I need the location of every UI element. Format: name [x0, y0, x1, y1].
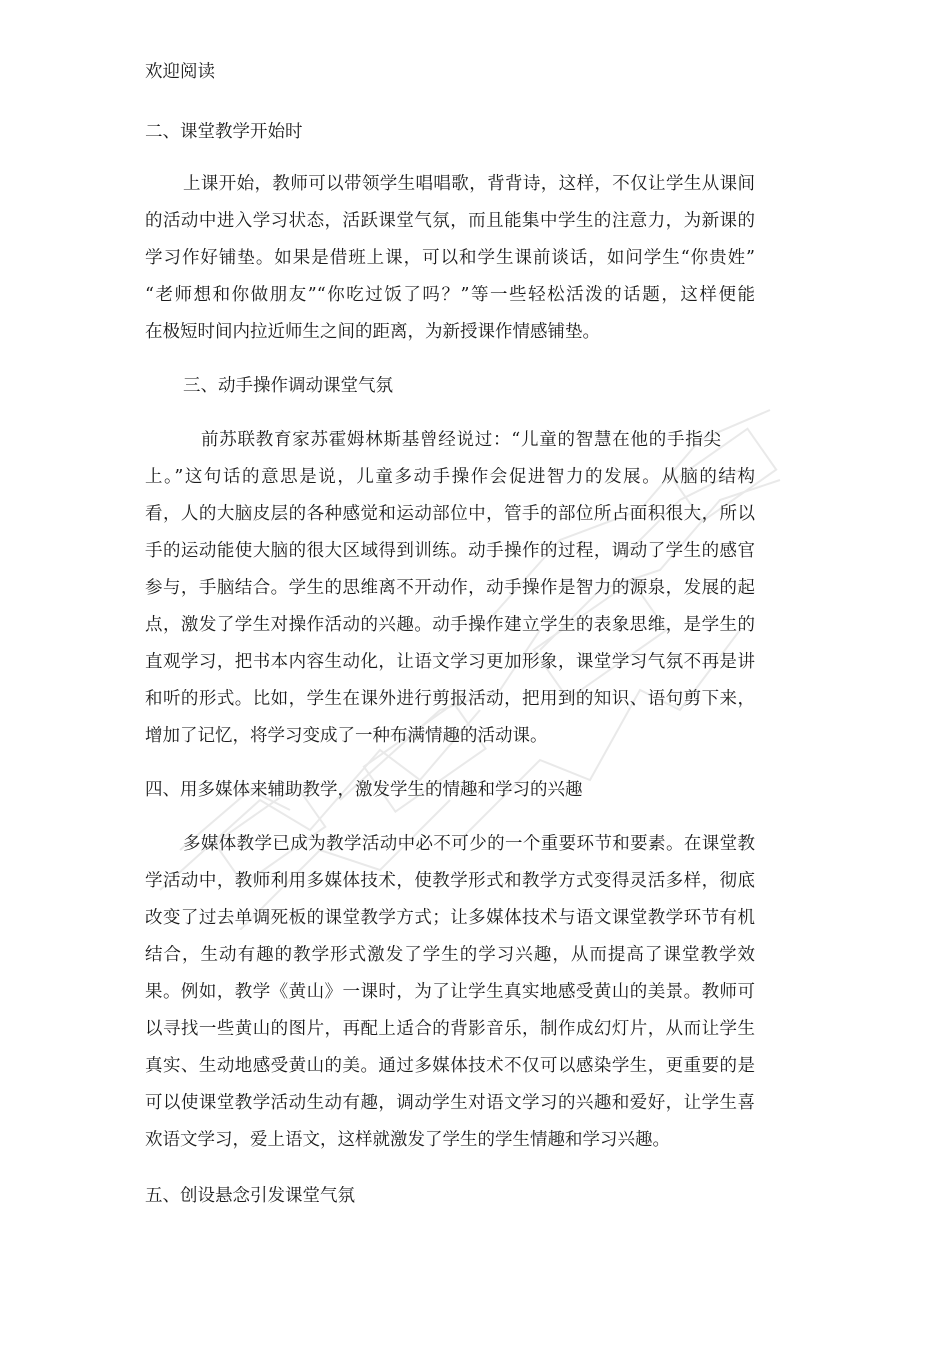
- section-heading: 五、创设悬念引发课堂气氛: [145, 1186, 355, 1206]
- paragraph-line: 点，激发了学生对操作活动的兴趣。动手操作建立学生的表象思维，是学生的: [145, 615, 755, 635]
- paragraph-line: “老师想和你做朋友”“你吃过饭了吗？”等一些轻松活泼的话题，这样便能: [145, 285, 755, 305]
- paragraph-line: 结合，生动有趣的教学形式激发了学生的学习兴趣，从而提高了课堂教学效: [145, 945, 755, 965]
- paragraph-line: 手的运动能使大脑的很大区域得到训练。动手操作的过程，调动了学生的感官: [145, 541, 755, 561]
- paragraph-line: 学习作好铺垫。如果是借班上课，可以和学生课前谈话，如问学生“你贵姓”: [145, 248, 755, 268]
- paragraph-line: 改变了过去单调死板的课堂教学方式；让多媒体技术与语文课堂教学环节有机: [145, 908, 755, 928]
- paragraph-line: 看，人的大脑皮层的各种感觉和运动部位中，管手的部位所占面积很大，所以: [145, 504, 755, 524]
- paragraph-line: 欢语文学习，爱上语文，这样就激发了学生的学生情趣和学习兴趣。: [145, 1130, 670, 1150]
- paragraph-line: 在极短时间内拉近师生之间的距离，为新授课作情感铺垫。: [145, 322, 600, 342]
- paragraph-line: 可以使课堂教学活动生动有趣，调动学生对语文学习的兴趣和爱好，让学生喜: [145, 1093, 755, 1113]
- paragraph-line: 参与，手脑结合。学生的思维离不开动作，动手操作是智力的源泉，发展的起: [145, 578, 755, 598]
- section-heading: 二、课堂教学开始时: [145, 122, 303, 142]
- page-header: 欢迎阅读: [145, 62, 215, 82]
- paragraph-line: 上课开始，教师可以带领学生唱唱歌，背背诗，这样，不仅让学生从课间: [183, 174, 755, 194]
- paragraph-line: 上。”这句话的意思是说，儿童多动手操作会促进智力的发展。从脑的结构: [145, 467, 755, 487]
- paragraph-line: 前苏联教育家苏霍姆林斯基曾经说过：“儿童的智慧在他的手指尖: [201, 430, 721, 450]
- paragraph-line: 增加了记忆，将学习变成了一种布满情趣的活动课。: [145, 726, 548, 746]
- paragraph-line: 多媒体教学已成为教学活动中必不可少的一个重要环节和要素。在课堂教: [183, 834, 755, 854]
- section-heading: 三、动手操作调动课堂气氛: [183, 376, 393, 396]
- paragraph-line: 真实、生动地感受黄山的美。通过多媒体技术不仅可以感染学生，更重要的是: [145, 1056, 755, 1076]
- paragraph-line: 果。例如，教学《黄山》一课时，为了让学生真实地感受黄山的美景。教师可: [145, 982, 755, 1002]
- paragraph-line: 的活动中进入学习状态，活跃课堂气氛，而且能集中学生的注意力，为新课的: [145, 211, 755, 231]
- section-heading: 四、用多媒体来辅助教学，激发学生的情趣和学习的兴趣: [145, 780, 583, 800]
- paragraph-line: 以寻找一些黄山的图片，再配上适合的背影音乐，制作成幻灯片，从而让学生: [145, 1019, 755, 1039]
- paragraph-line: 学活动中，教师利用多媒体技术，使教学形式和教学方式变得灵活多样，彻底: [145, 871, 755, 891]
- paragraph-line: 直观学习，把书本内容生动化，让语文学习更加形象，课堂学习气氛不再是讲: [145, 652, 755, 672]
- paragraph-line: 和听的形式。比如，学生在课外进行剪报活动，把用到的知识、语句剪下来，: [145, 689, 755, 709]
